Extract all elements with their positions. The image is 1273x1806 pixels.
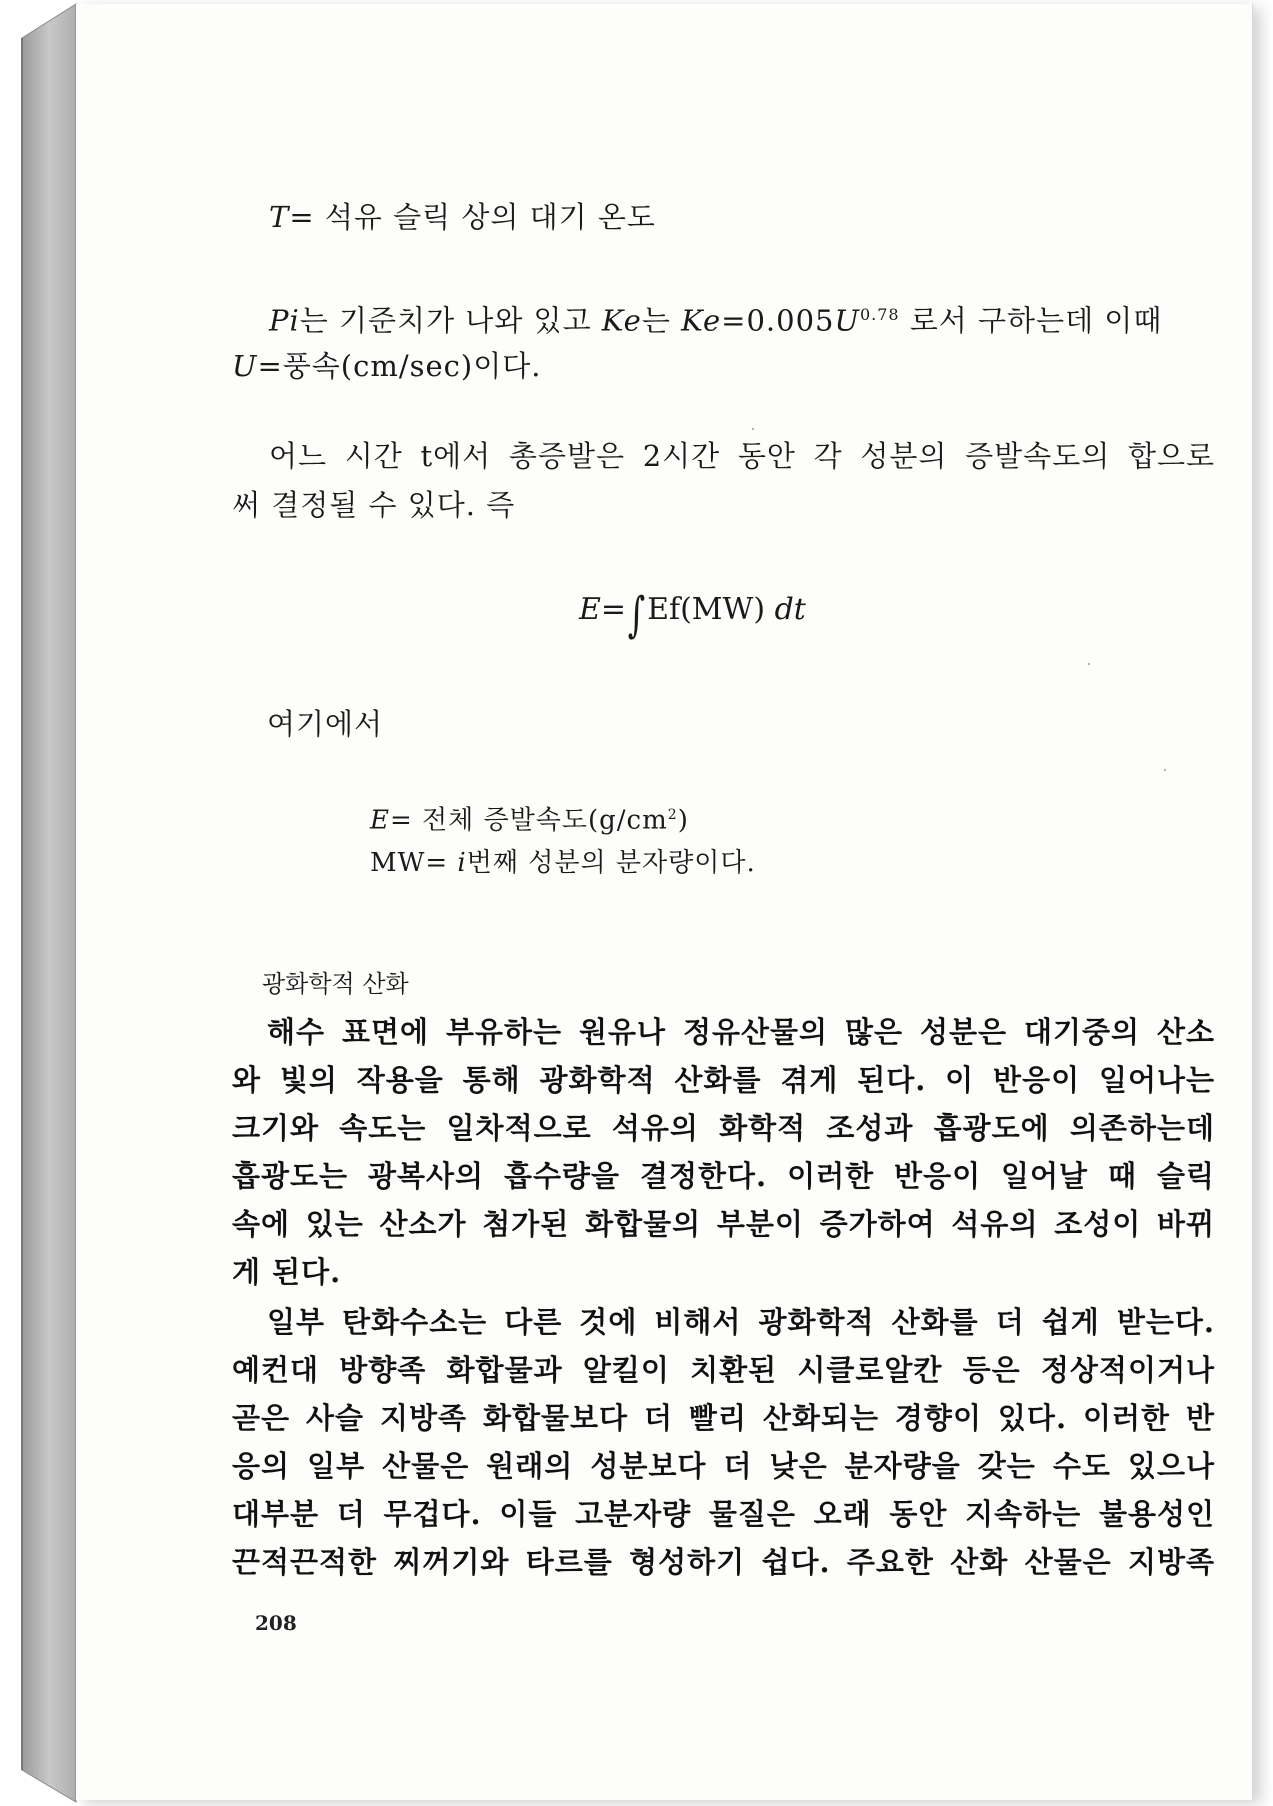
para1-line-2	[232, 1062, 1215, 1098]
para1-text-3: 크기와 속도는 일차적으로 석유의 화학적 조성과 흡광도에 의존하는데	[232, 1111, 1215, 1145]
para2-text-4: 응의 일부 산물은 원래의 성분보다 더 낮은 분자량을 갖는 수도 있으나	[232, 1449, 1215, 1483]
formula-eq: =	[600, 592, 627, 627]
pi-text-3: 로서 구하는데 이때	[909, 303, 1163, 338]
page-number: 208	[255, 1611, 297, 1635]
formula-args: (MW)	[680, 592, 766, 627]
t-definition	[269, 199, 656, 235]
para1-text-4: 흡광도는 광복사의 흡수량을 결정한다. 이러한 반응이 일어날 때 슬릭	[232, 1159, 1215, 1193]
formula-lhs: E	[579, 592, 601, 627]
e-definition	[370, 797, 689, 839]
mw-eq: =	[425, 848, 449, 878]
var-t: T	[269, 200, 290, 234]
formula-body: Ef	[647, 592, 681, 627]
evap-text-2: 써 결정될 수 있다. 즉	[232, 488, 516, 522]
var-i: i	[457, 848, 467, 878]
para2-text-1: 일부 탄화수소는 다른 것에 비해서 광화학적 산화를 더 쉽게 받는다.	[267, 1305, 1215, 1339]
para1-line-5	[232, 1206, 1215, 1242]
formula-dt: dt	[774, 592, 806, 627]
speck	[752, 428, 754, 430]
var-ke: Ke	[601, 303, 642, 338]
para2-line-6	[232, 1544, 1215, 1580]
formula-ke-eq: =0.005	[721, 303, 835, 338]
var-e: E	[370, 805, 390, 836]
page-content	[76, 4, 1252, 1800]
main-formula	[579, 587, 806, 643]
para1-text-5: 속에 있는 산소가 첨가된 화합물의 부분이 증가하여 석유의 조성이 바뀌	[232, 1207, 1215, 1241]
pi-text-1: 는 기준치가 나와 있고	[299, 303, 592, 338]
u-line	[232, 348, 541, 384]
speck	[1164, 769, 1166, 771]
para2-text-5: 대부분 더 무겁다. 이들 고분자량 물질은 오래 동안 지속하는 불용성인	[232, 1497, 1215, 1531]
para2-text-6: 끈적끈적한 찌꺼기와 타르를 형성하기 쉽다. 주요한 산화 산물은 지방족	[232, 1545, 1215, 1579]
evap-line-2	[232, 487, 515, 523]
formula-u: U	[834, 303, 860, 338]
u-line-text: =풍속(cm/sec)이다.	[257, 349, 542, 383]
var-mw: MW	[370, 848, 426, 878]
para2-line-2	[232, 1352, 1215, 1388]
var-pi: Pi	[269, 303, 300, 338]
para2-line-3	[232, 1400, 1215, 1436]
para1-text-6: 게 된다.	[232, 1255, 342, 1289]
para1-line-4	[232, 1158, 1215, 1194]
para1-line-3	[232, 1110, 1215, 1146]
para1-text-2: 와 빛의 작용을 통해 광화학적 산화를 겪게 된다. 이 반응이 일어나는	[232, 1063, 1215, 1097]
pi-line	[269, 297, 1215, 339]
para2-text-3: 곧은 사슬 지방족 화합물보다 더 빨리 산화되는 경향이 있다. 이러한 반	[232, 1401, 1215, 1435]
t-definition-text: = 석유 슬릭 상의 대기 온도	[289, 200, 656, 234]
mw-definition-text: 번째 성분의 분자량이다.	[466, 848, 756, 878]
e-sup: 2	[667, 807, 678, 823]
formula-ke: Ke	[681, 303, 722, 338]
e-close: )	[677, 805, 689, 836]
var-u: U	[232, 349, 258, 383]
para1-text-1: 해수 표면에 부유하는 원유나 정유산물의 많은 성분은 대기중의 산소	[267, 1015, 1215, 1049]
para2-line-1	[267, 1304, 1215, 1340]
integral-sign: ∫	[627, 587, 646, 643]
where-line	[267, 706, 383, 742]
formula-exponent: 0.78	[859, 305, 900, 324]
mw-definition	[370, 845, 756, 881]
para1-line-1	[267, 1014, 1215, 1050]
pi-text-2: 는	[641, 303, 671, 338]
evap-line-1	[269, 438, 1215, 474]
evap-text-1: 어느 시간 t에서 총증발은 2시간 동안 각 성분의 증발속도의 합으로	[269, 439, 1215, 473]
para2-text-2: 예컨대 방향족 화합물과 알킬이 치환된 시클로알칸 등은 정상적이거나	[232, 1353, 1215, 1387]
para1-line-6	[232, 1254, 341, 1290]
where-text: 여기에서	[267, 707, 384, 741]
book-page	[76, 4, 1253, 1800]
section-heading: 광화학적 산화	[262, 970, 409, 998]
para2-line-4	[232, 1448, 1215, 1484]
e-definition-text: = 전체 증발속도(g/cm	[389, 805, 668, 836]
speck	[1088, 663, 1090, 665]
para2-line-5	[232, 1496, 1215, 1532]
